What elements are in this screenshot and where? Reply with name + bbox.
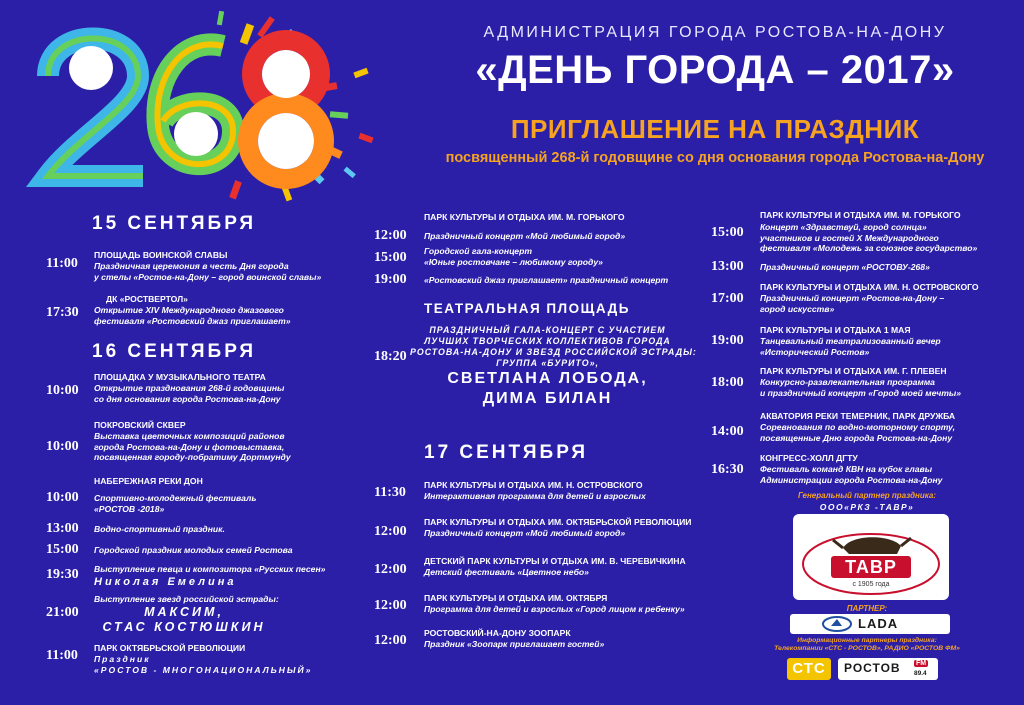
event-time: 17:00 [711, 291, 744, 306]
event-time: 11:00 [46, 256, 78, 271]
gorky-park-group [424, 212, 625, 223]
event-time: 17:30 [46, 305, 79, 320]
event-place: ДК «РОСТВЕРТОЛ» [106, 294, 188, 304]
event-item [760, 411, 955, 443]
event-item [94, 476, 256, 514]
event-time: 19:00 [711, 333, 744, 348]
event-item [424, 593, 685, 615]
event-description: Детский фестиваль «Цветное небо» [424, 567, 589, 577]
lada-logo-text: LADA [858, 616, 899, 631]
event-time: 15:00 [711, 225, 744, 240]
event-description: Программа для детей и взрослых «Город лицом к ребенку» [424, 604, 685, 614]
event-description: Танцевальный театрализованный вечер «Исторический Ростов» [760, 336, 941, 357]
event-place: ПАРК КУЛЬТУРЫ И ОТДЫХА ИМ. Н. ОСТРОВСКОГО [424, 480, 643, 490]
event-time: 11:00 [46, 648, 78, 663]
event-time: 18:20 [374, 349, 407, 364]
general-partner-caption: Генеральный партнер праздника: [797, 491, 937, 500]
event-item [424, 231, 625, 242]
event-time: 13:00 [46, 521, 79, 536]
info-partners-caption: Информационные партнеры праздника: Телекомпании «СТС - РОСТОВ», РАДИО «РОСТОВ ФМ» [774, 637, 960, 652]
event-description: Водно-спортивный праздник. [94, 524, 225, 534]
event-time: 12:00 [374, 598, 407, 613]
event-description: Открытие XIV Международного джазового фестиваля «Ростовский джаз приглашает» [94, 305, 291, 326]
event-description: Праздничный концерт «Ростов-на-Дону – город искусств» [760, 293, 945, 314]
day-heading-sep-15: 15 СЕНТЯБРЯ [92, 213, 257, 234]
event-place: РОСТОВСКИЙ-НА-ДОНУ ЗООПАРК [424, 628, 571, 638]
event-place: АКВАТОРИЯ РЕКИ ТЕМЕРНИК, ПАРК ДРУЖБА [760, 411, 956, 421]
event-description: Праздничный концерт «Мой любимый город» [424, 528, 626, 538]
event-time: 19:00 [374, 272, 407, 287]
event-item [760, 262, 930, 273]
event-description: Концерт «Здравствуй, город солнца» участников и гостей Х Международного фестиваля «Молодежь за союзное государство» [760, 222, 978, 253]
theatre-square-heading: ТЕАТРАЛЬНАЯ ПЛОЩАДЬ [424, 301, 630, 316]
day-heading-sep-16: 16 СЕНТЯБРЯ [92, 341, 257, 362]
event-place: НАБЕРЕЖНАЯ РЕКИ ДОН [94, 476, 203, 486]
page-title: «ДЕНЬ ГОРОДА – 2017» [475, 48, 955, 92]
event-time: 12:00 [374, 562, 407, 577]
event-place: ДЕТСКИЙ ПАРК КУЛЬТУРЫ И ОТДЫХА ИМ. В. ЧЕРЕВИЧКИНА [424, 556, 686, 566]
ctc-logo [787, 658, 831, 680]
event-description: Праздник «Зоопарк приглашает гостей» [424, 639, 605, 649]
event-performer: Николая Емелина [94, 575, 237, 588]
event-description: Выставка цветочных композиций районов города Ростова-на-Дону и фотовыставка, посвященная городу-побратиму Дортмунду [94, 431, 291, 462]
event-description: Городской гала-концерт «Юные ростовчане – любимому городу» [424, 246, 603, 267]
gorky-park-group [760, 210, 961, 221]
event-description: «Ростовский джаз приглашает» праздничный концерт [424, 275, 669, 285]
partner-caption: ПАРТНЕР: [846, 604, 888, 613]
logo-digit-2 [48, 39, 143, 177]
lada-boat-icon [820, 614, 854, 634]
event-item [424, 556, 686, 578]
event-description: Выступление певца и композитора «Русских песен» [94, 564, 326, 574]
event-place: ПАРК КУЛЬТУРЫ И ОТДЫХА ИМ. М. ГОРЬКОГО [424, 212, 625, 222]
event-time: 13:00 [711, 259, 744, 274]
general-partner-name: ООО«РКЗ -ТАВР» [819, 502, 915, 512]
event-item [94, 372, 284, 404]
rostov-fm-frequency: 89.4 [914, 670, 927, 677]
event-time: 11:30 [374, 485, 406, 500]
event-time: 15:00 [46, 542, 79, 557]
event-description: Фестиваль команд КВН на кубок главы Администрации города Ростова-на-Дону [760, 464, 943, 485]
event-place: КОНГРЕСС-ХОЛЛ ДГТУ [760, 453, 858, 463]
rostov-fm-fm: FM [916, 660, 927, 667]
event-time: 19:30 [46, 567, 79, 582]
event-item [760, 453, 942, 485]
logo-268 [18, 6, 408, 206]
event-time: 10:00 [46, 490, 79, 505]
event-item [94, 564, 325, 590]
event-place: ПАРК КУЛЬТУРЫ И ОТДЫХА 1 МАЯ [760, 325, 911, 335]
anniversary-subtitle: посвященный 268-й годовщине со дня основания города Ростова-на-Дону [445, 150, 985, 166]
event-item [94, 643, 312, 675]
event-time: 10:00 [46, 439, 79, 454]
logo-digit-6 [157, 44, 233, 164]
logo-digit-8 [248, 40, 324, 179]
event-item [94, 250, 321, 282]
event-item [94, 545, 293, 556]
event-performer: МАКСИМ, СТАС КОСТЮШКИН [102, 604, 266, 634]
event-time: 12:00 [374, 228, 407, 243]
event-time: 12:00 [374, 633, 407, 648]
event-time: 21:00 [46, 605, 79, 620]
tavr-logo [793, 514, 949, 600]
lada-logo [790, 614, 950, 634]
administration-title: АДМИНИСТРАЦИЯ ГОРОДА РОСТОВА-НА-ДОНУ [483, 24, 947, 41]
event-description: Спортивно-молодежный фестиваль «РОСТОВ -2018» [94, 493, 257, 514]
event-item [760, 366, 961, 398]
event-description: Выступление звезд российской эстрады: [94, 594, 279, 604]
event-description: Праздничный концерт «Мой любимый город» [424, 231, 626, 241]
event-item [424, 246, 603, 267]
event-description: Праздник «РОСТОВ - МНОГОНАЦИОНАЛЬНЫЙ» [94, 654, 313, 675]
event-description: Праздничная церемония в честь Дня города у стелы «Ростов-на-Дону – город воинской славы» [94, 261, 322, 282]
invitation-heading: ПРИГЛАШЕНИЕ НА ПРАЗДНИК [510, 114, 920, 144]
event-description: Городской праздник молодых семей Ростова [94, 545, 293, 555]
rostov-fm-logo-text: РОСТОВ [844, 661, 901, 675]
event-place: ПАРК КУЛЬТУРЫ И ОТДЫХА ИМ. ОКТЯБРЯ [424, 593, 608, 603]
event-description: Соревнования по водно-моторному спорту, посвященные Дню города Ростова-на-Дону [760, 422, 955, 443]
rostov-fm-logo [838, 658, 938, 680]
event-item [410, 325, 697, 409]
event-performer: СВЕТЛАНА ЛОБОДА, [447, 370, 648, 387]
event-place: ПЛОЩАДЬ ВОИНСКОЙ СЛАВЫ [94, 250, 228, 260]
event-time: 10:00 [46, 383, 79, 398]
event-place: ПАРК ОКТЯБРЬСКОЙ РЕВОЛЮЦИИ [94, 643, 246, 653]
event-item [424, 628, 604, 650]
event-time: 15:00 [374, 250, 407, 265]
tavr-logo-text: ТАВР [845, 557, 897, 577]
event-place: ПАРК КУЛЬТУРЫ И ОТДЫХА ИМ. ОКТЯБРЬСКОЙ РЕВОЛЮЦИИ [424, 517, 692, 527]
event-item [94, 524, 225, 535]
event-item [424, 275, 668, 286]
tavr-since: с 1905 года [852, 581, 890, 588]
ctc-logo-text: СТС [792, 660, 826, 677]
event-description: Интерактивная программа для детей и взрослых [424, 491, 646, 501]
event-description: ПРАЗДНИЧНЫЙ ГАЛА-КОНЦЕРТ С УЧАСТИЕМ ЛУЧШИХ ТВОРЧЕСКИХ КОЛЛЕКТИВОВ ГОРОДА РОСТОВА-НА-ДОНУ И ЗВЕЗД РОССИЙСКОЙ ЭСТРАДЫ: ГРУППА «БУРИТО», [410, 325, 697, 368]
event-item [760, 282, 979, 314]
event-place: ПАРК КУЛЬТУРЫ И ОТДЫХА ИМ. Г. ПЛЕВЕН [760, 366, 947, 376]
event-time: 12:00 [374, 524, 407, 539]
event-item [94, 294, 291, 326]
event-place: ПАРК КУЛЬТУРЫ И ОТДЫХА ИМ. М. ГОРЬКОГО [760, 210, 961, 220]
event-place: ПАРК КУЛЬТУРЫ И ОТДЫХА ИМ. Н. ОСТРОВСКОГО [760, 282, 979, 292]
event-description: Открытие празднования 268-й годовщины со дня основания города Ростова-на-Дону [94, 383, 285, 404]
event-item [94, 420, 291, 463]
event-description: Конкурсно-развлекательная программа и праздничный концерт «Город моей мечты» [760, 377, 961, 398]
event-performer: ДИМА БИЛАН [482, 390, 613, 407]
event-place: ПОКРОВСКИЙ СКВЕР [94, 420, 186, 430]
event-item [94, 594, 279, 635]
day-heading-sep-17: 17 СЕНТЯБРЯ [424, 442, 589, 463]
event-time: 18:00 [711, 375, 744, 390]
event-time: 14:00 [711, 424, 744, 439]
event-place: ПЛОЩАДКА У МУЗЫКАЛЬНОГО ТЕАТРА [94, 372, 266, 382]
event-time: 16:30 [711, 462, 744, 477]
event-item [760, 222, 977, 254]
event-item [424, 517, 691, 539]
event-item [760, 325, 941, 357]
event-item [424, 480, 646, 502]
event-description: Праздничный концерт «РОСТОВУ-268» [760, 262, 930, 272]
